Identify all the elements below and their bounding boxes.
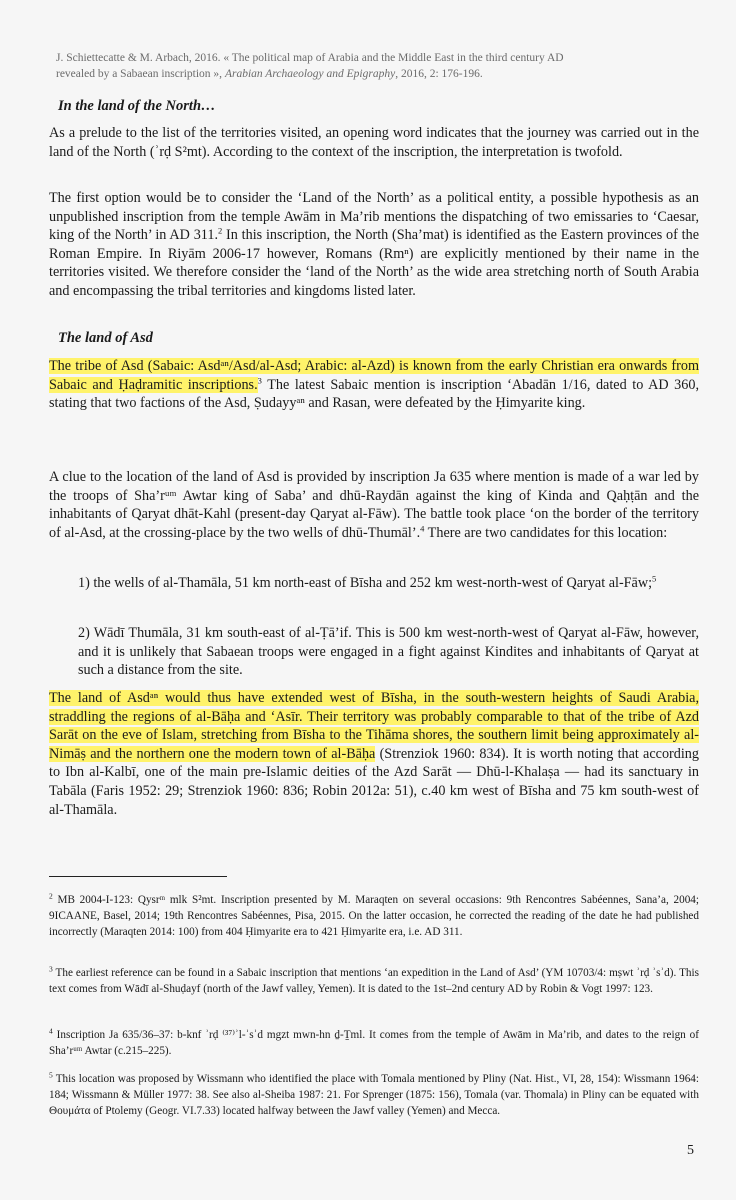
- footnote-5-number: 5: [49, 1070, 53, 1080]
- citation-suffix: , 2016, 2: 176-196.: [395, 68, 483, 80]
- highlight-asd-tribe: The tribe of Asd (Sabaic: Asdᵃⁿ/Asd/al-Asd; Arabic: al-Azd) is known from the early Christian era onwards from Sabaic and Ḥaḍramitic inscriptions.: [49, 358, 699, 393]
- footnote-2: [49, 893, 699, 940]
- paragraph-north-intro: As a prelude to the list of the territories visited, an opening word indicates that the journey was carried out in the land of the North (ʾrḍ S²mt). According to the context of the inscription, the interpretation is twofold.: [49, 125, 699, 160]
- footnote-3: [49, 966, 699, 998]
- candidate-option-1: [78, 574, 699, 593]
- footnote-3-text: The earliest reference can be found in a Sabaic inscription that mentions ‘an expedition in the Land of Asd’ (YM 10703/4: mṣwt ʾrḍ ʾsʾd). This text comes from Wādī al-Shuḍayf (north of the Jawf valley, Yemen). It is dated to the 1st–2nd century AD by Robin & Vogt 1997: 123.: [49, 967, 699, 995]
- paragraph-north-option-b: In this inscription, the North (Sha’mat) is identified as the Eastern provinces of the Roman Empire. In Riyām 2006-17 however, Romans (Rmⁿ) are explicitly mentioned by their name in the territories visited. We therefore consider the ‘land of the North’ as the wide area stretching north of South Arabia and encompassing the tribal territories and kingdoms listed later.: [49, 227, 699, 299]
- footnote-ref-5: 5: [652, 573, 657, 584]
- candidate-option-1-text: 1) the wells of al-Thamāla, 51 km north-east of Bīsha and 252 km west-north-west of Qaryat al-Fāw;: [78, 575, 653, 591]
- page-number: 5: [687, 1143, 694, 1158]
- footnote-divider: [49, 876, 227, 877]
- citation-line-1: J. Schiettecatte & M. Arbach, 2016. « The political map of Arabia and the Middle East in the third century AD: [56, 52, 564, 64]
- footnote-ref-3: 3: [257, 374, 262, 385]
- footnote-3-number: 3: [49, 964, 53, 974]
- highlight-asd-extent: The land of Asdᵃⁿ would thus have extended west of Bīsha, in the south-western heights of Saudi Arabia, straddling the regions of al-Bāḥa and ‘Asīr. Their territory was probably comparable to that of the tribe of Azd Sarāt on the eve of Islam, stretching from Bīsha to the Tihāma shores, the southern limit being approximately al-Nimāṣ and the northern one the modern town of al-Bāḥa: [49, 690, 699, 762]
- paragraph-asd-tribe-rest: The latest Sabaic mention is inscription ‘Abadān 1/16, dated to AD 360, stating that two factions of the Asd, Ṣudayyᵃⁿ and Rasan, were defeated by the Ḥimyarite king.: [49, 376, 699, 412]
- footnote-ref-4: 4: [420, 523, 425, 534]
- paragraph-asd-clue-b: There are two candidates for this location:: [424, 524, 668, 541]
- citation-header: [56, 50, 696, 82]
- candidate-option-2: 2) Wādī Thumāla, 31 km south-east of al-Ṭā’if. This is 500 km west-north-west of Qaryat al-Fāw, however, and it is unlikely that Sabaean troops were engaged in a fight against Kindites and inhabitants of Qaryat at such a distance from the site.: [78, 625, 699, 679]
- paragraph-asd-clue: [49, 468, 699, 542]
- paragraph-asd-clue-a: A clue to the location of the land of Asd is provided by inscription Ja 635 where mention is made of a war led by the troops of Sha’rᵘᵐ Awtar king of Saba’ and dhū-Raydān against the king of Kinda and Qaḥṭān and the inhabitants of Qaryat dhāt-Kahl (present-day Qaryat al-Fāw). The battle took place ‘on the border of the territory of al-Asd, at the crossing-place by the two wells of dhū-Thumāl’.: [49, 469, 699, 541]
- footnote-5-text: This location was proposed by Wissmann who identified the place with Tomala mentioned by Pliny (Nat. Hist., VI, 28, 154): Wissmann 1964: 184; Wissmann & Müller 1977: 38. See also al-Sheiba 1987: 21. For Sprenger (1875: 156), Tomala (var. Thomala) in Pliny can be equated with Θουμάτα of Ptolemy (Geogr. VI.7.33) located halfway between the Jawf valley (Yemen) and Mecca.: [49, 1073, 699, 1117]
- citation-prefix: revealed by a Sabaean inscription »,: [56, 68, 225, 80]
- citation-journal: Arabian Archaeology and Epigraphy: [224, 68, 396, 80]
- footnote-2-number: 2: [49, 891, 53, 901]
- section-heading-north: In the land of the North…: [58, 98, 216, 114]
- citation-line-2: [56, 66, 696, 82]
- paragraph-north-option-a: The first option would be to consider the ‘Land of the North’ as a political entity, a possible hypothesis as an unpublished inscription from the temple Awām in Ma’rib mentions the dispatching of two emissaries to ‘Caesar, king of the North’ in AD 311.: [49, 190, 699, 244]
- footnote-4: [49, 1028, 699, 1060]
- paragraph-asd-extent: [49, 689, 699, 819]
- paragraph-asd-tribe: [49, 357, 699, 413]
- footnote-2-text: MB 2004-I-123: Qysrᵐ mlk S²mt. Inscription presented by M. Maraqten on several occasions: 9th Rencontres Sabéennes, Sana’a, 2004; 9ICAANE, Basel, 2014; 19th Rencontres Sabéennes, Pisa, 2015. On the latter occasion, he corrected the reading of the date he had published incorrectly (Maraqten 2014: 100) from 404 Ḥimyarite era to 421 Ḥimyarite era, i.e. AD 311.: [49, 894, 699, 938]
- footnote-4-number: 4: [49, 1026, 53, 1036]
- footnote-ref-2: 2: [218, 225, 223, 236]
- paragraph-asd-extent-rest: (Strenziok 1960: 834). It is worth noting that according to Ibn al-Kalbī, one of the main pre-Islamic deities of the Azd Sarāt — Dhū-l-Khalaṣa — had its sanctuary in Tabāla (Faris 1952: 29; Strenziok 1960: 836; Robin 2012a: 51), c.40 km west of Bīsha and 75 km south-west of al-Thamāla.: [49, 745, 699, 818]
- footnote-5: [49, 1072, 699, 1119]
- paragraph-north-option: [49, 189, 699, 301]
- section-heading-asd: The land of Asd: [58, 330, 153, 346]
- footnote-4-text: Inscription Ja 635/36–37: b-knf ʾrḍ ⁽³⁷⁾ʾl-ʾsʾd mgzt mwn-hn ḏ-Ṯml. It comes from the temple of Awām in Ma’rib, and dates to the reign of Sha’rᵘᵐ Awtar (c.215–225).: [49, 1029, 700, 1057]
